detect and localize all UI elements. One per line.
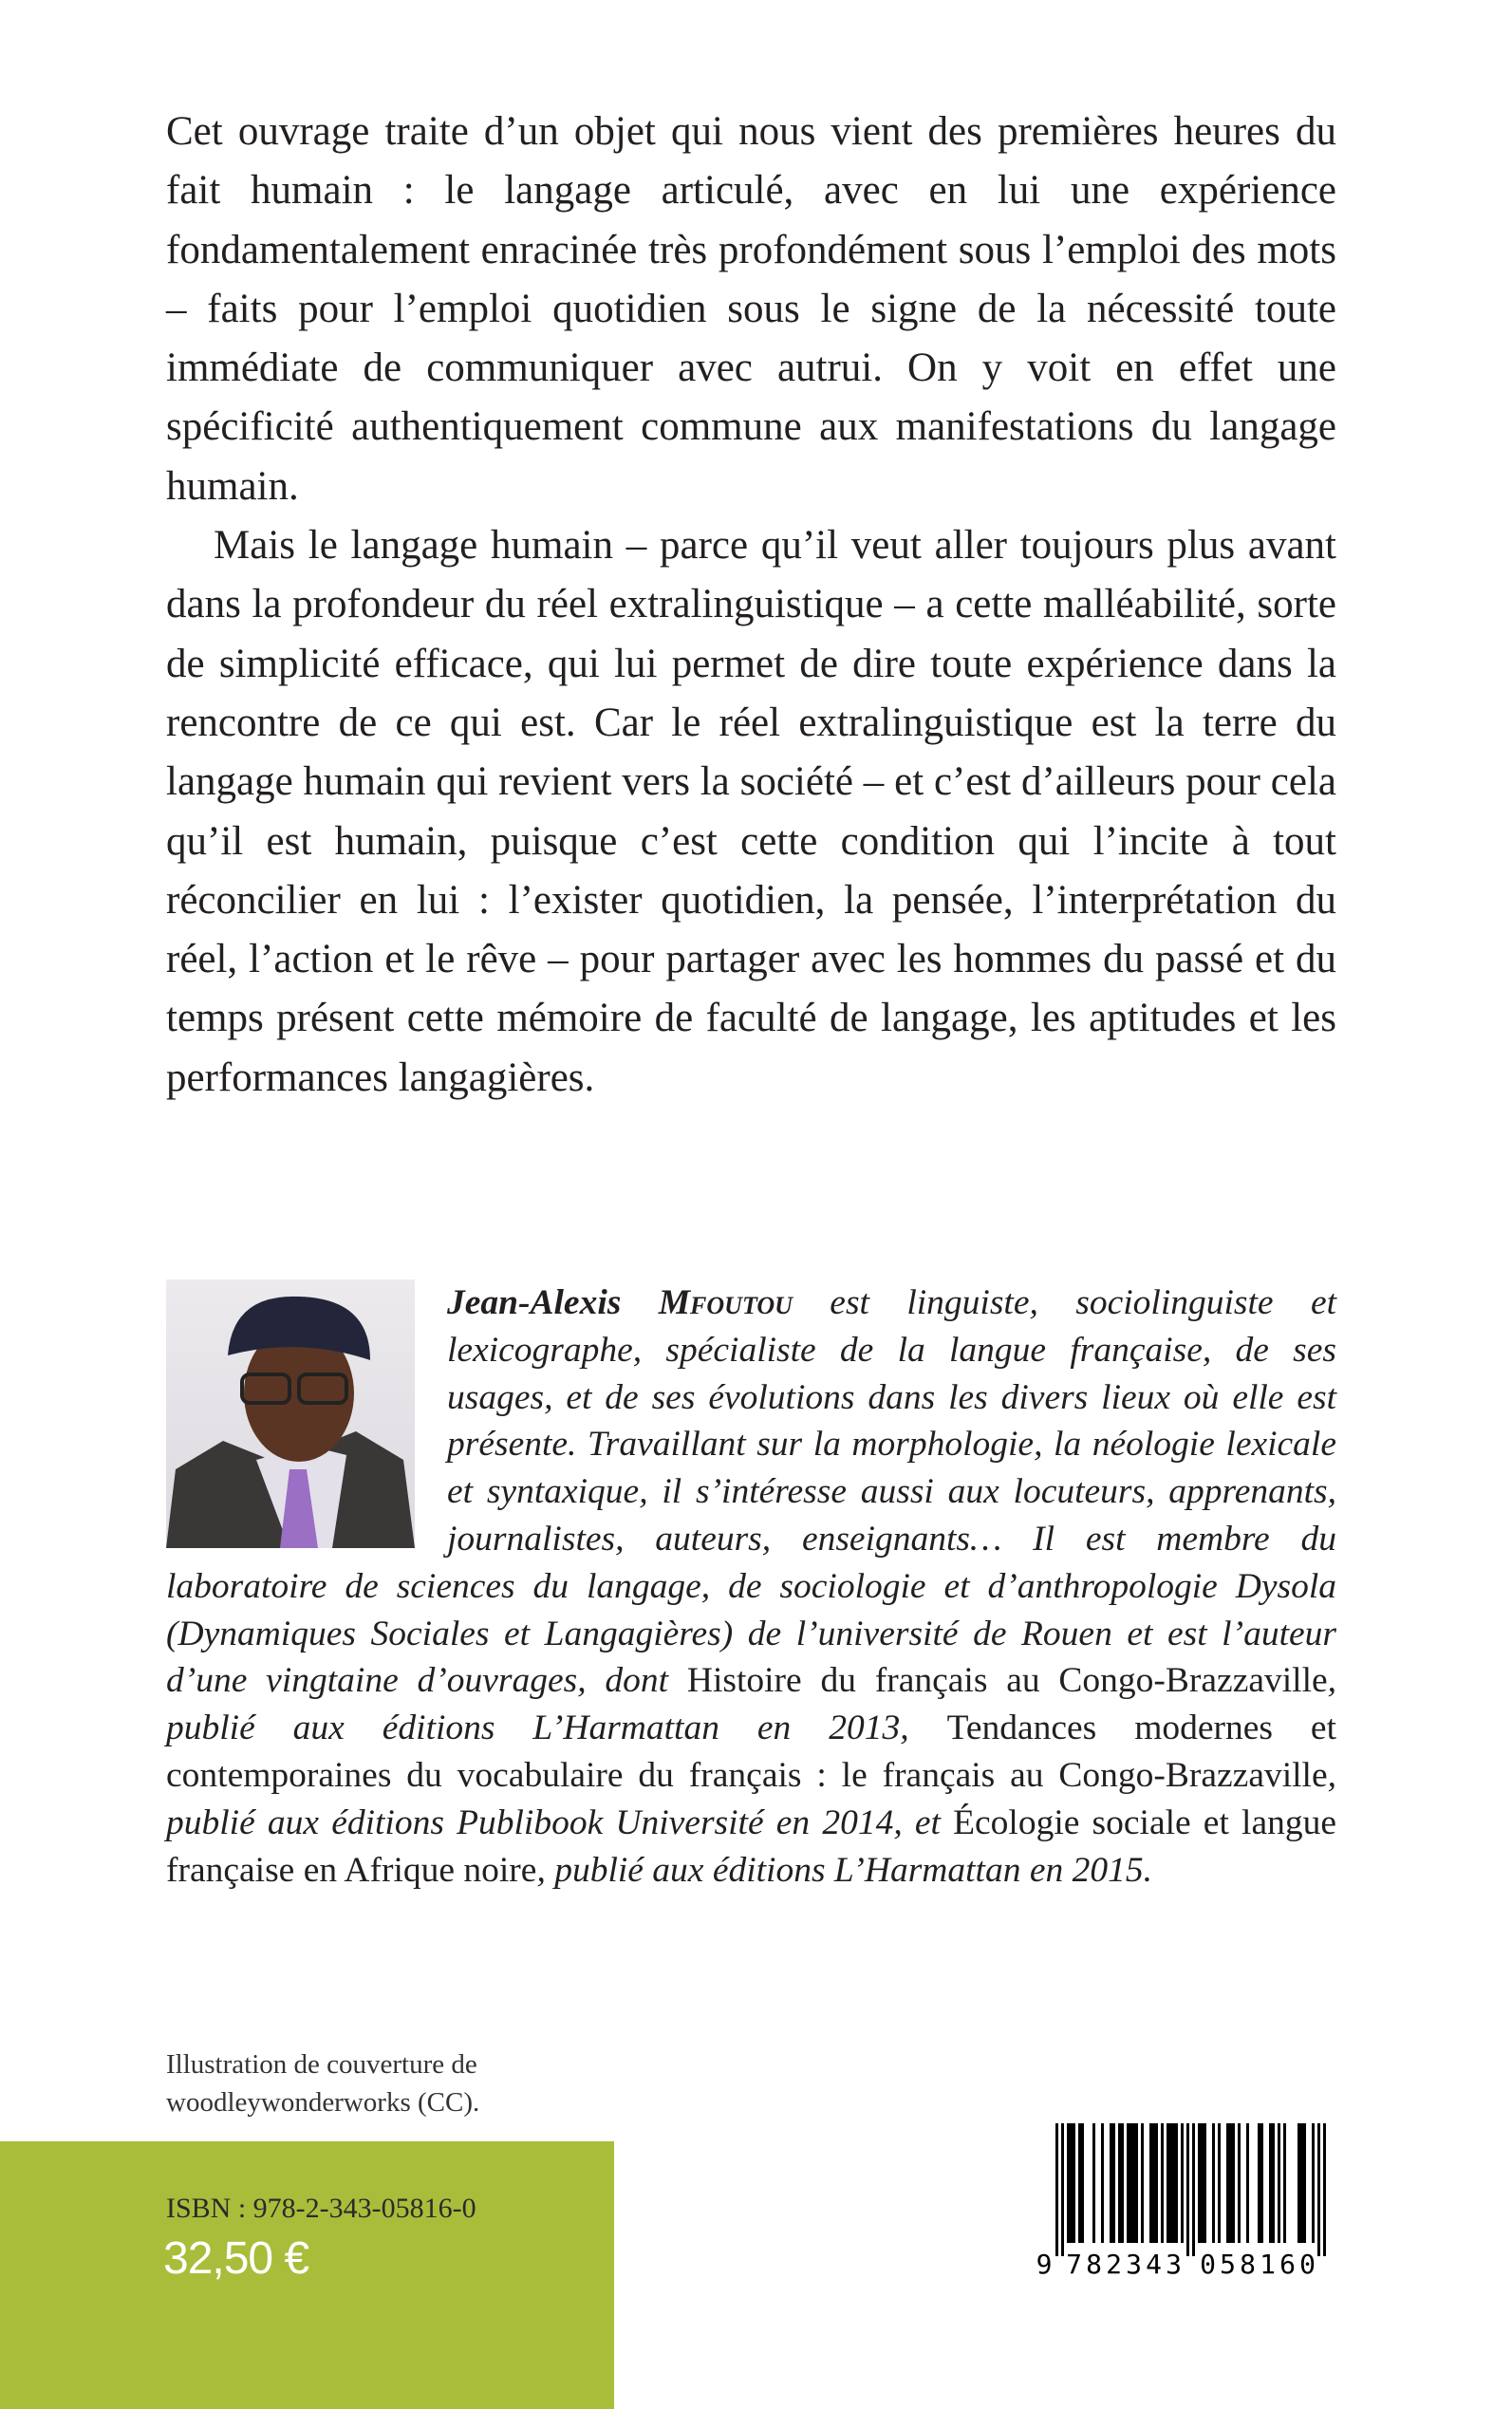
barcode-bar [1317, 2123, 1320, 2256]
barcode-bar [1278, 2123, 1280, 2243]
barcode-bar [1238, 2123, 1241, 2243]
barcode-digit: 3 [1126, 2249, 1142, 2280]
barcode-bar [1312, 2123, 1315, 2243]
credit-line: Illustration de couverture de [166, 2049, 477, 2080]
barcode-bar [1232, 2123, 1235, 2243]
barcode-bar [1297, 2123, 1300, 2243]
barcode-bar [1169, 2123, 1172, 2243]
barcode-digit: 5 [1220, 2249, 1236, 2280]
barcode-bar [1081, 2123, 1084, 2243]
barcode-digit: 3 [1166, 2249, 1182, 2280]
barcode-bar [1132, 2123, 1135, 2243]
barcode-bar [1070, 2123, 1073, 2243]
bio-text: , publié aux éditions Publibook Université en 2014, et [166, 1755, 1336, 1842]
barcode-bar [1269, 2123, 1272, 2243]
barcode-digit: 4 [1146, 2249, 1162, 2280]
barcode-bar [1141, 2123, 1144, 2243]
barcode-bar [1283, 2123, 1286, 2243]
barcode-digit: 0 [1299, 2249, 1316, 2280]
back-cover-summary [166, 103, 1336, 1108]
barcode-digit: 8 [1086, 2249, 1102, 2280]
barcode-bar [1212, 2123, 1215, 2243]
barcode-bar [1161, 2123, 1164, 2243]
book-title: Histoire du français au Congo-Brazzaville [686, 1661, 1328, 1701]
barcode [1038, 2123, 1342, 2280]
barcode-bar [1201, 2123, 1204, 2243]
summary-paragraph-1: Cet ouvrage traite d’un objet qui nous vient des premières heures du fait humain : le langage articulé, avec en lui une expérience fondamentalement enracinée très profondément sous l’emploi des mots – faits pour l’emploi quotidien sous le signe de la nécessité toute immédiate de communiquer avec autrui. On y voit en effet une spécificité authentiquement commune aux manifestations du langage humain. [166, 109, 1336, 509]
author-first-name: Jean-Alexis [447, 1283, 622, 1322]
barcode-bar [1258, 2123, 1260, 2243]
author-photo [166, 1279, 415, 1548]
barcode-bar [1226, 2123, 1229, 2243]
barcode-bar [1067, 2123, 1070, 2243]
barcode-bar [1300, 2123, 1303, 2243]
barcode-digit: 6 [1279, 2249, 1296, 2280]
barcode-bar [1186, 2123, 1189, 2256]
author-bio [166, 1279, 1336, 1894]
barcode-bar [1323, 2123, 1326, 2256]
barcode-digit: 1 [1260, 2249, 1276, 2280]
barcode-bar [1110, 2123, 1112, 2243]
price: 32,50 € [163, 2233, 309, 2284]
barcode-bar [1155, 2123, 1158, 2243]
barcode-bar [1229, 2123, 1232, 2243]
barcode-bar [1218, 2123, 1221, 2243]
bio-text: , publié aux éditions L’Harmattan en 2015. [536, 1850, 1152, 1890]
barcode-bar [1175, 2123, 1178, 2243]
barcode-digit: 7 [1066, 2249, 1082, 2280]
barcode-bar [1246, 2123, 1249, 2243]
barcode-bar [1172, 2123, 1175, 2243]
barcode-digit: 0 [1200, 2249, 1216, 2280]
book-title: Tendances modernes et contemporaines du vocabulaire du français : le français au Congo-Brazzaville [166, 1709, 1336, 1795]
barcode-bar [1055, 2123, 1058, 2256]
barcode-bar [1303, 2123, 1306, 2243]
bio-text: , publié aux éditions L’Harmattan en 2013, [166, 1661, 1337, 1748]
barcode-bar [1181, 2123, 1184, 2243]
barcode-bar [1127, 2123, 1129, 2243]
barcode-bar [1198, 2123, 1201, 2243]
illustration-credit [166, 2045, 479, 2121]
barcode-bar [1101, 2123, 1104, 2243]
barcode-bar [1272, 2123, 1275, 2243]
barcode-digit: 8 [1240, 2249, 1256, 2280]
barcode-bar [1073, 2123, 1075, 2243]
barcode-digit: 9 [1036, 2249, 1053, 2280]
barcode-bar [1112, 2123, 1115, 2243]
summary-paragraph-2: Mais le langage humain – parce qu’il veut aller toujours plus avant dans la profondeur du réel extralinguistique – a cette malléabilité, sorte de simplicité efficace, qui lui permet de dire toute expérience dans la rencontre de ce qui est. Car le réel extralinguistique est la terre du langage humain qui revient vers la société – et c’est d’ailleurs pour cela qu’il est humain, puisque c’est cette condition qui l’incite à tout réconcilier en lui : l’exister quotidien, la pensée, l’interprétation du réel, l’action et le rêve – pour partager avec les hommes du passé et du temps présent cette mémoire de faculté de langage, les aptitudes et les performances langagières. [166, 523, 1336, 1100]
barcode-digit: 2 [1106, 2249, 1122, 2280]
barcode-bar [1135, 2123, 1138, 2243]
author-last-name: Mfoutou [658, 1283, 793, 1322]
barcode-bar [1121, 2123, 1124, 2243]
barcode-bar [1061, 2123, 1064, 2256]
barcode-bar [1204, 2123, 1206, 2243]
barcode-bar [1092, 2123, 1095, 2243]
barcode-bar [1149, 2123, 1152, 2243]
isbn: ISBN : 978-2-343-05816-0 [166, 2193, 476, 2224]
barcode-bar [1152, 2123, 1155, 2243]
credit-line: woodleywonderworks (CC). [166, 2087, 480, 2118]
barcode-bar [1260, 2123, 1263, 2243]
barcode-bar [1129, 2123, 1132, 2243]
barcode-bar [1192, 2123, 1195, 2256]
barcode-bar [1167, 2123, 1169, 2243]
book-title: Écologie sociale et langue française en Afrique noire [166, 1802, 1336, 1890]
barcode-bar [1118, 2123, 1121, 2243]
barcode-bar [1078, 2123, 1081, 2243]
bio-text: est linguiste, sociolinguiste et lexicographe, spécialiste de la langue française, de ses usages, et de ses évolutions dans les divers lieux où elle est présente. Travaillant sur la morphologie, la néologie lexicale et syntaxique, il s’intéresse aussi aux locuteurs, apprenants, journalistes, auteurs, enseignants… Il est membre du laboratoire de sciences du langage, de sociologie et d’anthropologie Dysola (Dynamiques Sociales et Langagières) de l’université de Rouen et est l’auteur d’une vingtaine d’ouvrages, dont [166, 1283, 1337, 1701]
